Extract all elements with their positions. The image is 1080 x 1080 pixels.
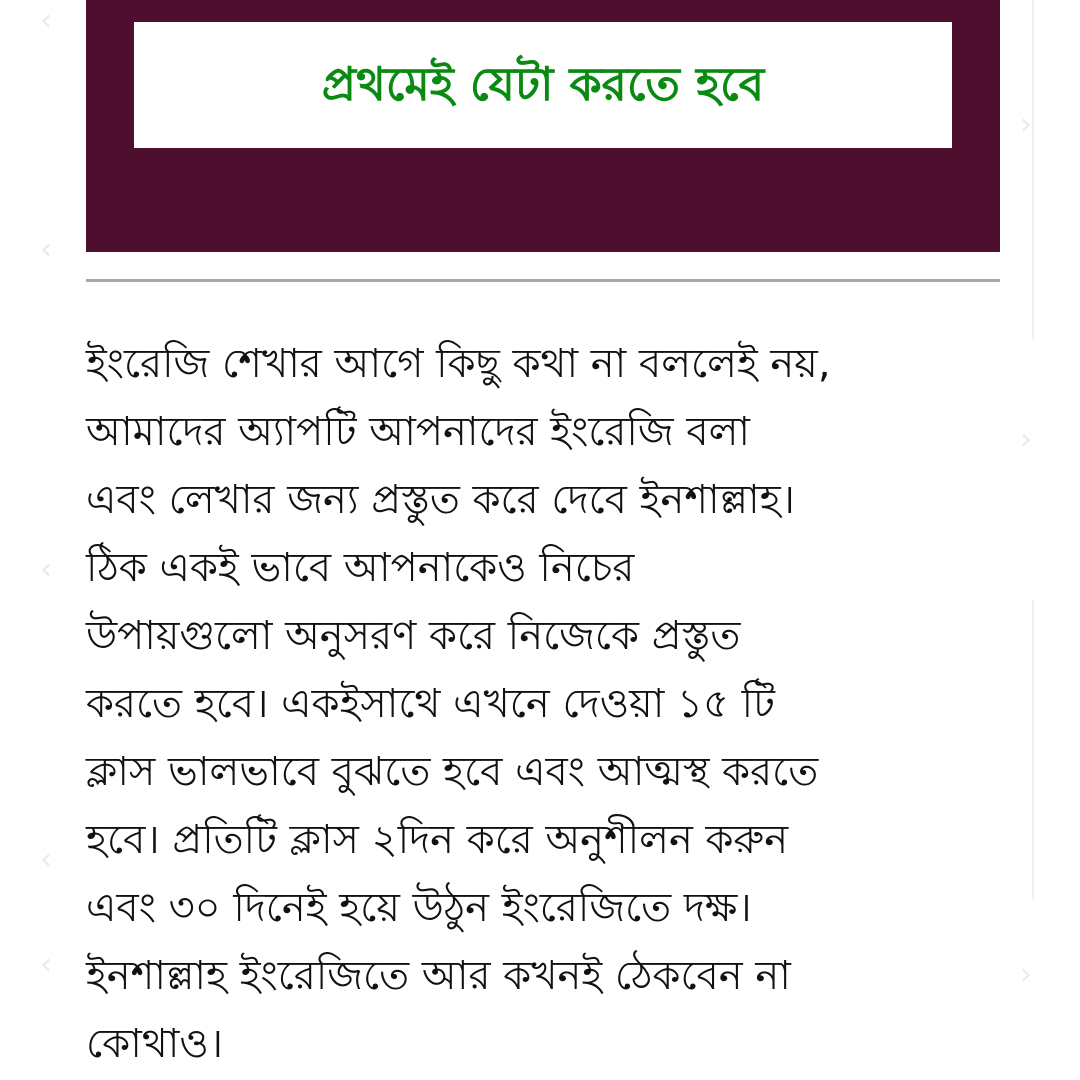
article-line: উপায়গুলো অনুসরণ করে নিজেকে প্রস্তুত (86, 613, 741, 659)
banner-title-box (134, 22, 952, 148)
decorative-edge-line (1032, 0, 1034, 340)
article-line: করতে হবে। একইসাথে এখনে দেওয়া ১৫ টি (86, 681, 775, 727)
article-text (86, 330, 1006, 1078)
article-line: কোথাও। (86, 1021, 224, 1067)
article-line: ঠিক একই ভাবে আপনাকেও নিচের (86, 545, 635, 591)
chevron-left-icon: ‹ (40, 232, 52, 267)
chevron-left-icon: ‹ (40, 552, 52, 587)
header-banner (86, 0, 1000, 252)
chevron-right-icon: › (1020, 957, 1032, 992)
article-line: ইনশাল্লাহ ইংরেজিতে আর কখনই ঠেকবেন না (86, 953, 791, 999)
article-line: এবং লেখার জন্য প্রস্তুত করে দেবে ইনশাল্লাহ। (86, 477, 795, 523)
article-line: হবে। প্রতিটি ক্লাস ২দিন করে অনুশীলন করুন (86, 817, 789, 863)
chevron-left-icon: ‹ (40, 947, 52, 982)
chevron-left-icon: ‹ (40, 842, 52, 877)
chevron-left-icon: ‹ (40, 3, 52, 38)
decorative-edge-line (1032, 600, 1034, 900)
article-line: ক্লাস ভালভাবে বুঝতে হবে এবং আত্মস্থ করতে (86, 749, 819, 795)
article-line: ইংরেজি শেখার আগে কিছু কথা না বললেই নয়, (86, 341, 831, 387)
banner-title: প্রথমেই যেটা করতে হবে (321, 57, 765, 112)
chevron-right-icon: › (1020, 107, 1032, 142)
article-line: আমাদের অ্যাপটি আপনাদের ইংরেজি বলা (86, 409, 751, 455)
section-divider (86, 279, 1000, 282)
article-line: এবং ৩০ দিনেই হয়ে উঠুন ইংরেজিতে দক্ষ। (86, 885, 752, 931)
chevron-right-icon: › (1020, 422, 1032, 457)
